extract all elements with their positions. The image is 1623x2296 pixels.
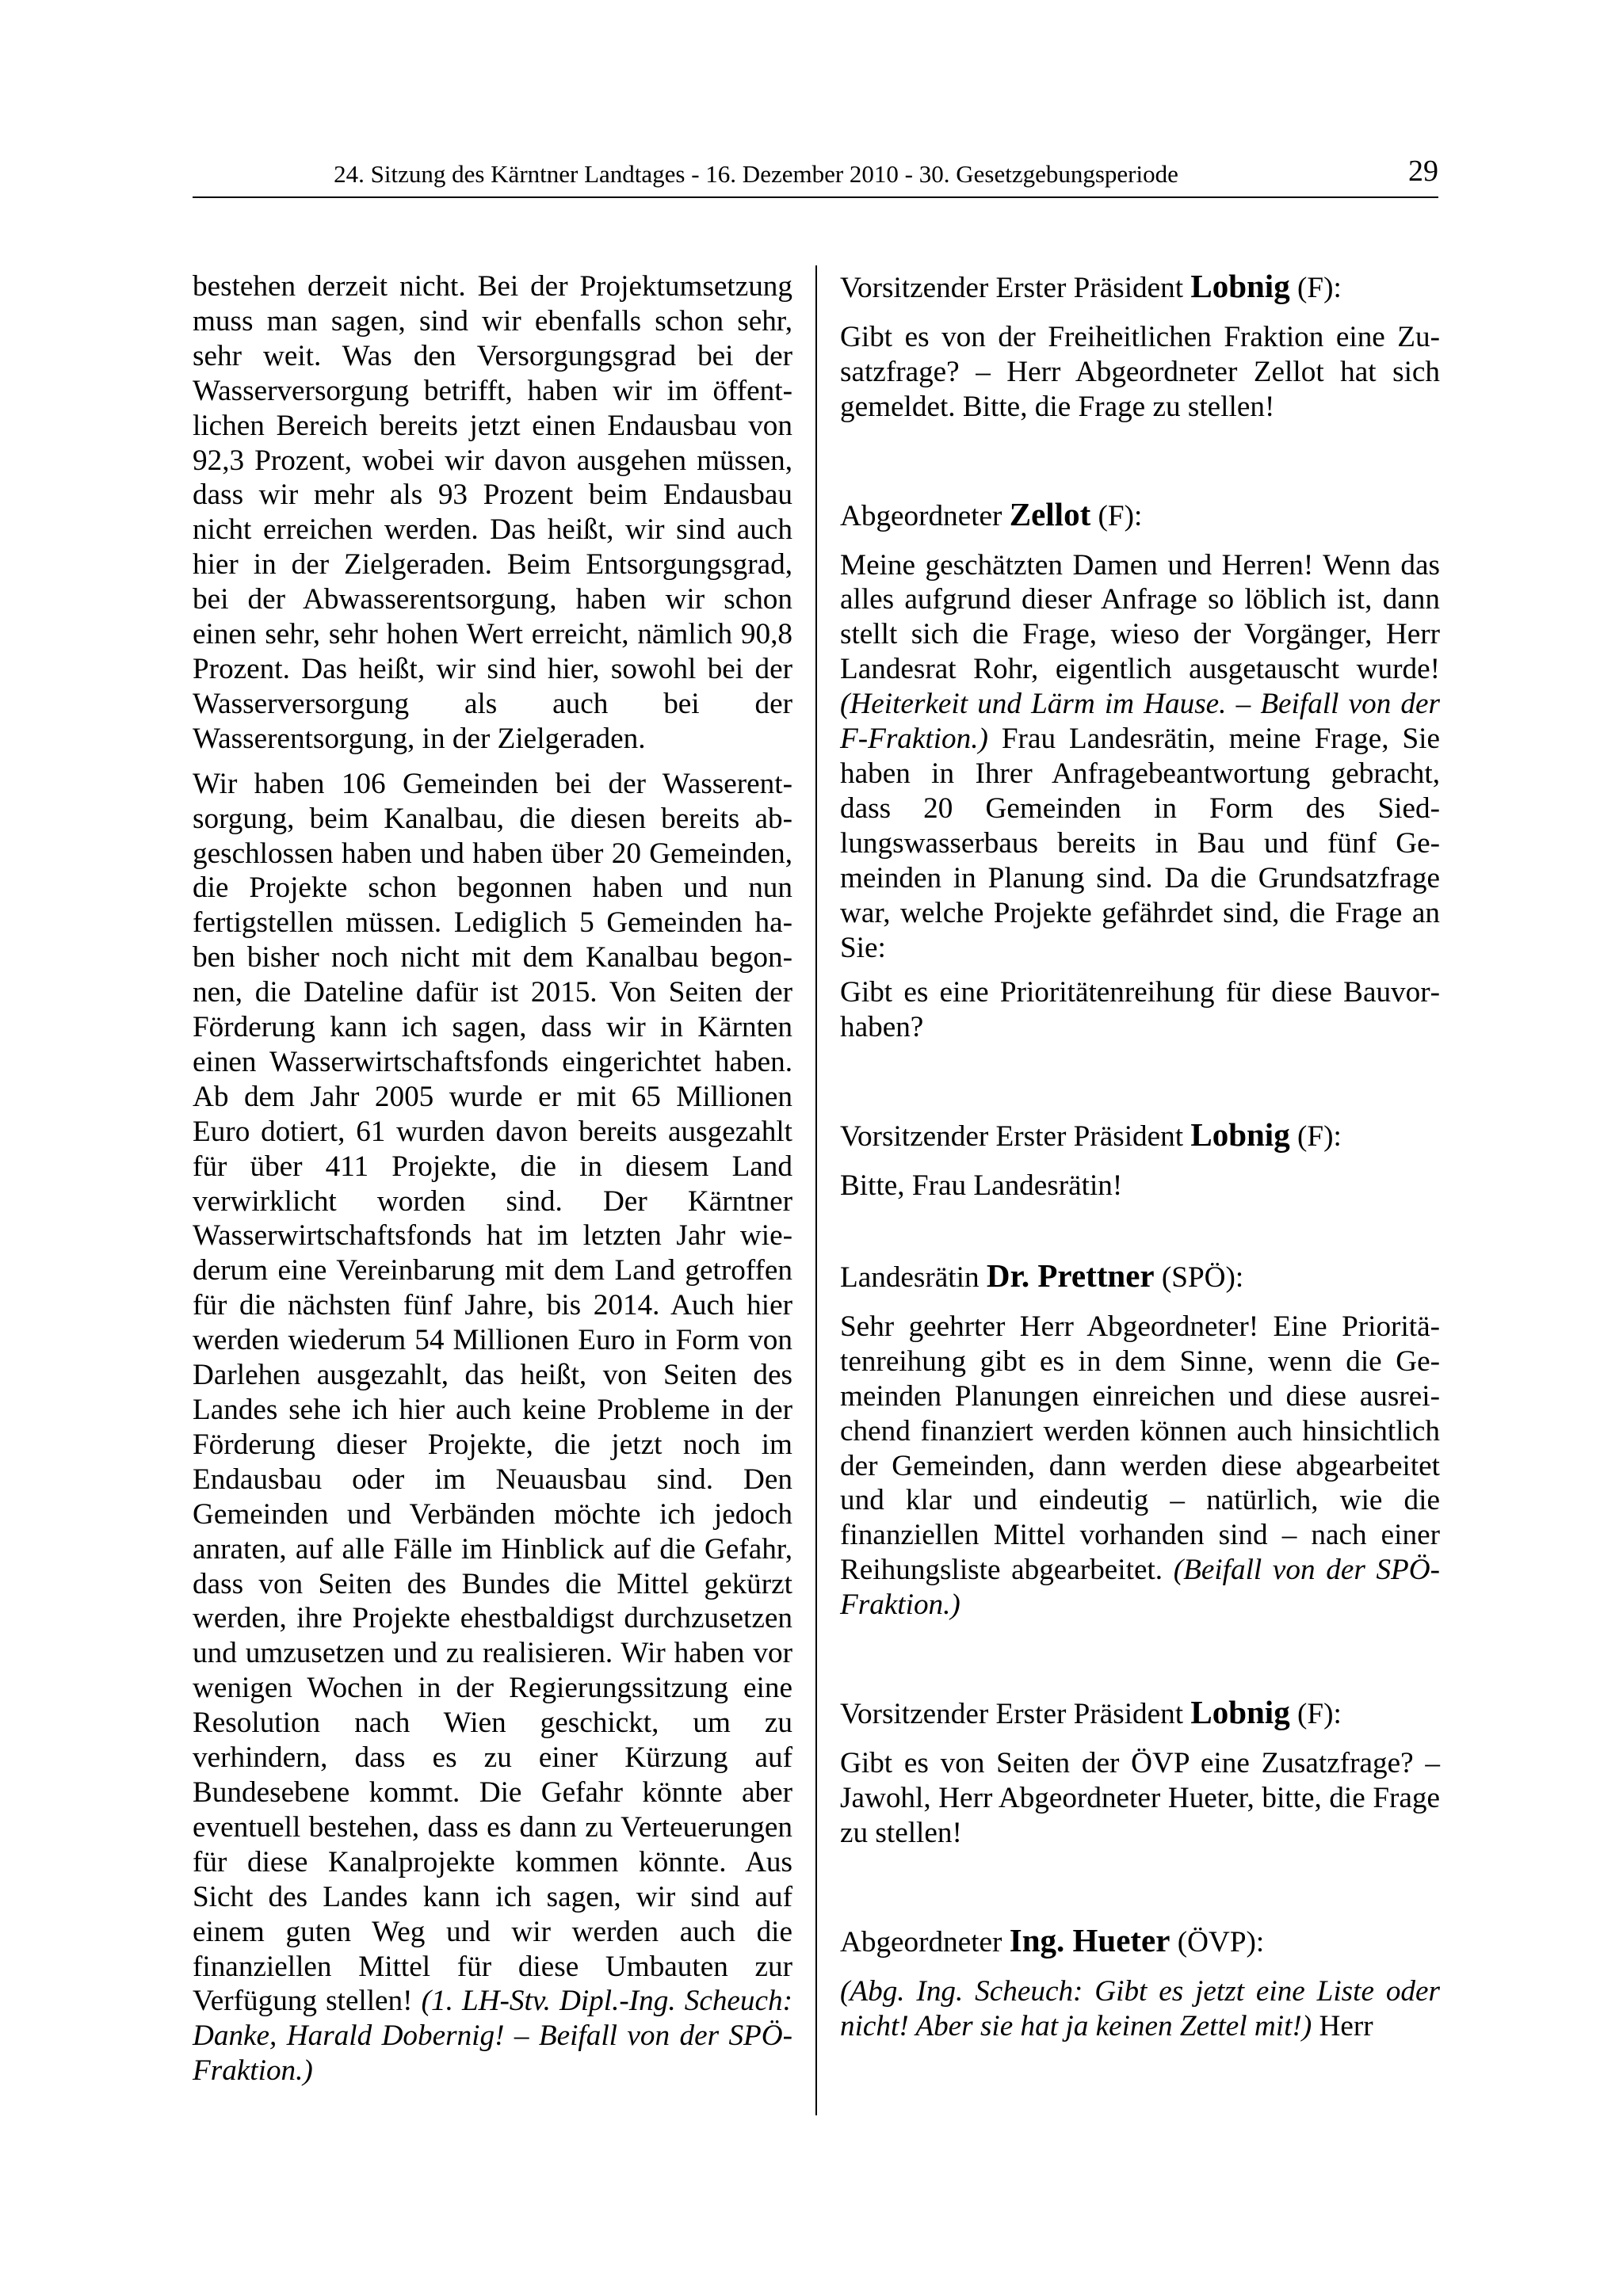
speaker-party: (SPÖ): [1154, 1261, 1244, 1295]
speaker-line [840, 1118, 1440, 1154]
speaker-party: (F): [1289, 272, 1342, 304]
paragraph [840, 548, 1440, 966]
speaker-line [840, 1921, 1440, 1960]
paragraph [193, 269, 792, 757]
speaker-role: Abgeordneter [840, 1925, 1010, 1958]
speaker-role: Landesrätin [840, 1261, 987, 1295]
interjection: (Abg. Ing. Scheuch: Gibt es jetzt eine Liste oder nicht! Aber sie hat ja keinen Zettel mit!) [840, 1974, 1440, 2042]
paragraph-text: Meine geschätzten Damen und Herren! Wenn das alles aufgrund dieser Anfrage so löblich ist, dann stellt sich die Frage, wieso der Vorgänger, Herr Landesrat Rohr, eigentlich ausgetauscht wurde! [840, 548, 1440, 686]
paragraph [840, 1169, 1440, 1203]
interjection: (1. LH-Stv. Dipl.-Ing. Scheuch: Danke, Harald Dobernig! – Beifall von der SPÖ-Fraktion.) [193, 1985, 792, 2088]
paragraph [840, 1310, 1440, 1623]
paragraph-text: Bitte, Frau Landesrätin! [840, 1169, 1123, 1203]
speaker-name: Ing. Hueter [1009, 1921, 1170, 1958]
speaker-party: (ÖVP): [1170, 1925, 1265, 1958]
page-number: 29 [1408, 154, 1438, 188]
speaker-name: Lobnig [1190, 268, 1290, 304]
paragraph-text: Frau Landesrätin, meine Frage, Sie haben in Ihrer Anfragebeantwortung gebracht, dass 20 Gemeinden in Form des Siedlungswasserbaus bereits in Bau und fünf Gemeinden in Planung sind. Da die Grundsatzfrage war, welche Projekte gefährdet sind, die Frage an Sie: [840, 723, 1440, 964]
speaker-role: Vorsitzender Erster Präsident [840, 1120, 1191, 1154]
left-column [193, 269, 792, 2099]
paragraph-text: Gibt es eine Prioritätenreihung für diese Bauvorhaben? [840, 976, 1440, 1044]
speaker-role: Vorsitzender Erster Präsident [840, 1698, 1191, 1731]
header-title: 24. Sitzung des Kärntner Landtages - 16. Dezember 2010 - 30. Gesetzgebungsperiode [334, 160, 1178, 188]
speaker-line [840, 269, 1440, 306]
page-header [193, 155, 1438, 198]
speaker-party: (F): [1289, 1120, 1342, 1154]
speaker-line [840, 1695, 1440, 1732]
interjection: (Beifall von der SPÖ-Fraktion.) [840, 1554, 1440, 1622]
right-column [840, 269, 1440, 2054]
paragraph-text: bestehen derzeit nicht. Bei der Projektumsetzung muss man sagen, sind wir ebenfalls schon sehr, sehr weit. Was den Versorgungsgrad bei der Wasserversorgung betrifft, haben wir im öffentlichen Bereich bereits jetzt einen Endausbau von 92,3 Prozent, wobei wir davon ausgehen müssen, dass wir mehr als 93 Prozent beim Endausbau nicht erreichen werden. Das heißt, wir sind auch hier in der Zielgeraden. Beim Entsorgungsgrad, bei der Abwasserentsorgung, haben wir schon einen sehr, sehr hohen Wert erreicht, nämlich 90,8 Prozent. Das heißt, wir sind hier, sowohl bei der Wasserversorgung als auch bei der Wasserentsorgung, in der Zielgeraden. [193, 270, 792, 755]
paragraph [840, 975, 1440, 1045]
speaker-party: (F): [1090, 499, 1143, 532]
speaker-line [840, 495, 1440, 534]
paragraph-text: Herr [1319, 2009, 1373, 2042]
paragraph-text: Sehr geehrter Herr Abgeordneter! Eine Prioritätenreihung gibt es in dem Sinne, wenn die Gemeinden Planungen einreichen und diese ausreichend finanziert werden können auch hinsichtlich der Gemeinden, dann werden diese abgearbeitet und klar und eindeutig – natürlich, wie die finanziellen Mittel vorhanden sind – nach einer Reihungsliste abgearbeitet. [840, 1310, 1440, 1587]
speaker-name: Zellot [1009, 495, 1091, 532]
speaker-line [840, 1259, 1440, 1295]
paragraph [840, 1746, 1440, 1851]
paragraph-text: Gibt es von Seiten der ÖVP eine Zusatzfrage? – Jawohl, Herr Abgeordneter Hueter, bitte, die Frage zu stellen! [840, 1747, 1440, 1849]
paragraph [840, 320, 1440, 425]
speaker-name: Dr. Prettner [986, 1257, 1155, 1295]
column-divider [815, 265, 817, 2115]
interjection: (Heiterkeit und Lärm im Hause. – Beifall von der F-Fraktion.) [840, 688, 1440, 756]
speaker-name: Lobnig [1190, 1694, 1290, 1731]
speaker-name: Lobnig [1190, 1116, 1290, 1154]
paragraph [840, 1974, 1440, 2044]
paragraph-text: Gibt es von der Freiheitlichen Fraktion eine Zusatzfrage? – Herr Abgeordneter Zellot hat sich gemeldet. Bitte, die Frage zu stellen! [840, 320, 1440, 423]
speaker-party: (F): [1289, 1698, 1342, 1731]
paragraph [193, 767, 792, 2088]
speaker-role: Vorsitzender Erster Präsident [840, 272, 1191, 304]
paragraph-text: Wir haben 106 Gemeinden bei der Wasserentsorgung, beim Kanalbau, die diesen bereits abgeschlossen haben und haben über 20 Gemeinden, die Projekte schon begonnen haben und nun fertigstellen müssen. Lediglich 5 Gemeinden haben bisher noch nicht mit dem Kanalbau begonnen, die Dateline dafür ist 2015. Von Seiten der Förderung kann ich sagen, dass wir in Kärnten einen Wasserwirtschaftsfonds eingerichtet haben. Ab dem Jahr 2005 wurde er mit 65 Millionen Euro dotiert, 61 wurden davon bereits ausgezahlt für über 411 Projekte, die in diesem Land verwirklicht worden sind. Der Kärntner Wasserwirtschaftsfonds hat im letzten Jahr wiederum eine Vereinbarung mit dem Land getroffen für die nächsten fünf Jahre, bis 2014. Auch hier werden wiederum 54 Millionen Euro in Form von Darlehen ausgezahlt, das heißt, von Seiten des Landes sehe ich hier auch keine Probleme in der Förderung dieser Projekte, die jetzt noch im Endausbau oder im Neuausbau sind. Den Gemeinden und Verbänden möchte ich jedoch anraten, auf alle Fälle im Hinblick auf die Gefahr, dass von Seiten des Bundes die Mittel gekürzt werden, ihre Projekte ehestbaldigst durchzusetzen und umzusetzen und zu realisieren. Wir haben vor wenigen Wochen in der Regierungssitzung eine Resolution nach Wien geschickt, um zu verhindern, dass es zu einer Kürzung auf Bundesebene kommt. Die Gefahr könnte aber eventuell bestehen, dass es dann zu Verteuerungen für diese Kanalprojekte kommen könnte. Aus Sicht des Landes kann ich sagen, wir sind auf einem guten Weg und wir werden auch die finanziellen Mittel für diese Umbauten zur Verfügung stellen! [193, 767, 792, 2018]
speaker-role: Abgeordneter [840, 499, 1010, 532]
